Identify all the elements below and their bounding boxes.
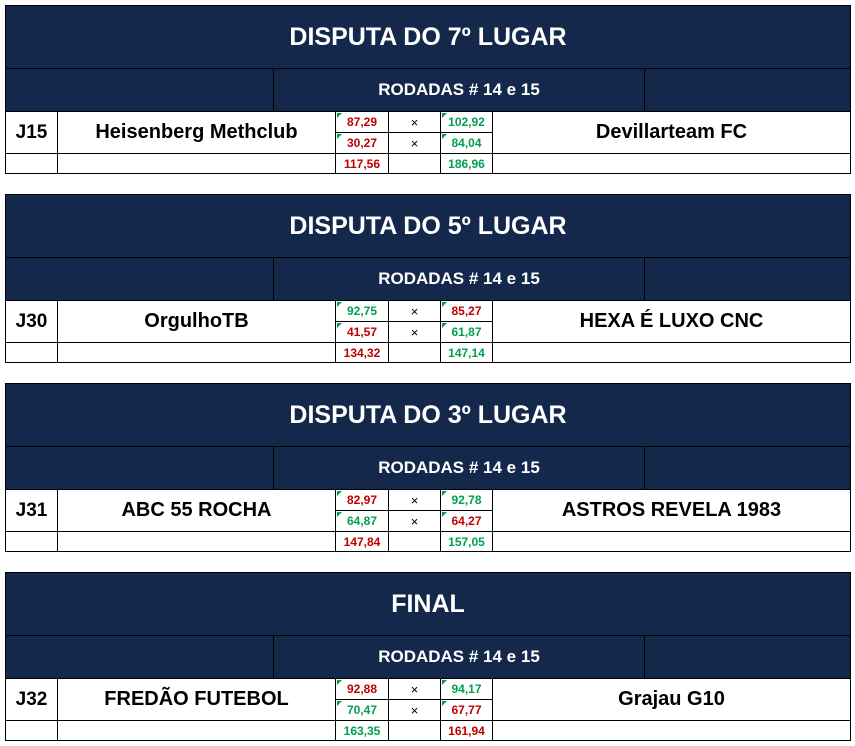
corner-indicator-icon	[337, 512, 342, 517]
corner-indicator-icon	[442, 491, 447, 496]
rounds-header-right	[645, 447, 850, 489]
total-vs-spacer-cell	[388, 720, 441, 741]
match-block	[5, 5, 851, 175]
rounds-label: RODADAS # 14 e 15	[274, 258, 645, 300]
rounds-header-left	[6, 258, 274, 300]
total-code-cell	[5, 720, 58, 741]
away-team-name: ASTROS REVELA 1983	[561, 499, 782, 521]
away-round-score-cell	[440, 321, 493, 343]
match-grid	[5, 111, 851, 173]
vs-cell	[388, 678, 441, 700]
total-away-spacer-cell	[492, 342, 851, 363]
match-title: DISPUTA DO 5º LUGAR	[5, 194, 851, 258]
match-grid	[5, 300, 851, 362]
home-round-score-cell	[335, 678, 389, 700]
away-round-score-cell	[440, 489, 493, 511]
away-team-cell	[492, 489, 851, 532]
home-round-score-cell	[335, 300, 389, 322]
away-round-score-cell	[440, 510, 493, 532]
match-code: J32	[15, 688, 48, 710]
home-total-score: 117,56	[343, 156, 381, 171]
vs-cell	[388, 132, 441, 154]
vs-icon: ×	[410, 114, 419, 130]
home-round-score: 92,88	[346, 682, 378, 696]
total-home-spacer-cell	[57, 531, 336, 552]
corner-indicator-icon	[442, 302, 447, 307]
match-title: DISPUTA DO 7º LUGAR	[5, 5, 851, 69]
away-round-score-cell	[440, 300, 493, 322]
away-round-score: 64,27	[451, 514, 482, 528]
away-total-score: 147,14	[448, 345, 485, 360]
rounds-label: RODADAS # 14 e 15	[274, 69, 645, 111]
home-round-score: 92,75	[346, 304, 378, 318]
away-round-score: 67,77	[451, 703, 482, 717]
match-block	[5, 383, 851, 553]
away-team-cell	[492, 111, 851, 154]
away-round-score: 84,04	[451, 136, 482, 150]
total-vs-spacer-cell	[388, 531, 441, 552]
corner-indicator-icon	[442, 134, 447, 139]
total-code-cell	[5, 531, 58, 552]
total-vs-spacer-cell	[388, 342, 441, 363]
corner-indicator-icon	[442, 113, 447, 118]
vs-icon: ×	[410, 513, 419, 529]
corner-indicator-icon	[337, 113, 342, 118]
vs-cell	[388, 489, 441, 511]
away-round-score-cell	[440, 678, 493, 700]
away-round-score-cell	[440, 111, 493, 133]
rounds-header-row	[5, 447, 851, 489]
home-round-score: 30,27	[346, 136, 378, 150]
home-round-score-cell	[335, 699, 389, 721]
rounds-header-row	[5, 258, 851, 300]
away-round-score: 102,92	[448, 115, 485, 129]
away-total-cell	[440, 342, 493, 363]
home-total-score: 163,35	[343, 723, 381, 738]
vs-icon: ×	[410, 135, 419, 151]
vs-icon: ×	[410, 492, 419, 508]
rounds-header-right	[645, 69, 850, 111]
home-total-cell	[335, 342, 389, 363]
home-team-name: FREDÃO FUTEBOL	[104, 688, 289, 710]
home-round-score: 70,47	[346, 703, 378, 717]
vs-cell	[388, 510, 441, 532]
corner-indicator-icon	[442, 701, 447, 706]
total-home-spacer-cell	[57, 153, 336, 174]
home-team-cell	[57, 678, 336, 721]
home-round-score-cell	[335, 111, 389, 133]
vs-icon: ×	[410, 303, 419, 319]
home-team-cell	[57, 300, 336, 343]
away-team-name: Grajau G10	[618, 688, 725, 710]
match-grid	[5, 489, 851, 551]
corner-indicator-icon	[337, 323, 342, 328]
vs-cell	[388, 300, 441, 322]
total-away-spacer-cell	[492, 531, 851, 552]
home-total-cell	[335, 531, 389, 552]
match-title: FINAL	[5, 572, 851, 636]
match-code: J30	[15, 310, 48, 332]
home-team-cell	[57, 111, 336, 154]
home-round-score-cell	[335, 321, 389, 343]
home-total-cell	[335, 153, 389, 174]
rounds-header-right	[645, 636, 850, 678]
home-round-score-cell	[335, 510, 389, 532]
rounds-header-row	[5, 69, 851, 111]
home-round-score-cell	[335, 489, 389, 511]
away-round-score: 61,87	[451, 325, 482, 339]
total-away-spacer-cell	[492, 153, 851, 174]
rounds-header-row	[5, 636, 851, 678]
total-home-spacer-cell	[57, 342, 336, 363]
rounds-header-right	[645, 258, 850, 300]
vs-cell	[388, 111, 441, 133]
rounds-label: RODADAS # 14 e 15	[274, 636, 645, 678]
match-title: DISPUTA DO 3º LUGAR	[5, 383, 851, 447]
home-total-score: 134,32	[343, 345, 381, 360]
home-team-name: OrgulhoTB	[144, 310, 249, 332]
home-round-score: 82,97	[346, 493, 378, 507]
away-round-score-cell	[440, 699, 493, 721]
away-total-score: 186,96	[448, 156, 485, 171]
corner-indicator-icon	[337, 134, 342, 139]
away-team-cell	[492, 300, 851, 343]
match-code-cell	[5, 489, 58, 532]
match-block	[5, 572, 851, 742]
corner-indicator-icon	[337, 491, 342, 496]
home-round-score: 64,87	[346, 514, 378, 528]
corner-indicator-icon	[337, 701, 342, 706]
home-round-score: 87,29	[346, 115, 378, 129]
rounds-label: RODADAS # 14 e 15	[274, 447, 645, 489]
total-code-cell	[5, 153, 58, 174]
away-total-score: 161,94	[448, 723, 485, 738]
match-code-cell	[5, 300, 58, 343]
corner-indicator-icon	[442, 512, 447, 517]
away-total-cell	[440, 531, 493, 552]
away-round-score: 85,27	[451, 304, 482, 318]
home-team-name: ABC 55 ROCHA	[121, 499, 272, 521]
total-code-cell	[5, 342, 58, 363]
vs-icon: ×	[410, 324, 419, 340]
corner-indicator-icon	[337, 302, 342, 307]
home-team-cell	[57, 489, 336, 532]
home-total-cell	[335, 720, 389, 741]
vs-cell	[388, 699, 441, 721]
corner-indicator-icon	[442, 680, 447, 685]
corner-indicator-icon	[442, 323, 447, 328]
away-total-cell	[440, 153, 493, 174]
vs-icon: ×	[410, 681, 419, 697]
total-home-spacer-cell	[57, 720, 336, 741]
away-total-score: 157,05	[448, 534, 485, 549]
rounds-header-left	[6, 447, 274, 489]
vs-icon: ×	[410, 702, 419, 718]
away-team-name: HEXA É LUXO CNC	[579, 310, 764, 332]
match-grid	[5, 678, 851, 740]
corner-indicator-icon	[337, 680, 342, 685]
away-round-score: 92,78	[451, 493, 482, 507]
rounds-header-left	[6, 69, 274, 111]
vs-cell	[388, 321, 441, 343]
away-round-score-cell	[440, 132, 493, 154]
match-block	[5, 194, 851, 364]
match-code-cell	[5, 111, 58, 154]
match-code-cell	[5, 678, 58, 721]
rounds-header-left	[6, 636, 274, 678]
match-code: J31	[15, 499, 48, 521]
away-team-name: Devillarteam FC	[595, 121, 748, 143]
away-total-cell	[440, 720, 493, 741]
total-vs-spacer-cell	[388, 153, 441, 174]
match-code: J15	[15, 121, 48, 143]
home-team-name: Heisenberg Methclub	[95, 121, 298, 143]
away-round-score: 94,17	[451, 682, 482, 696]
home-round-score-cell	[335, 132, 389, 154]
home-total-score: 147,84	[343, 534, 381, 549]
away-team-cell	[492, 678, 851, 721]
home-round-score: 41,57	[346, 325, 378, 339]
total-away-spacer-cell	[492, 720, 851, 741]
